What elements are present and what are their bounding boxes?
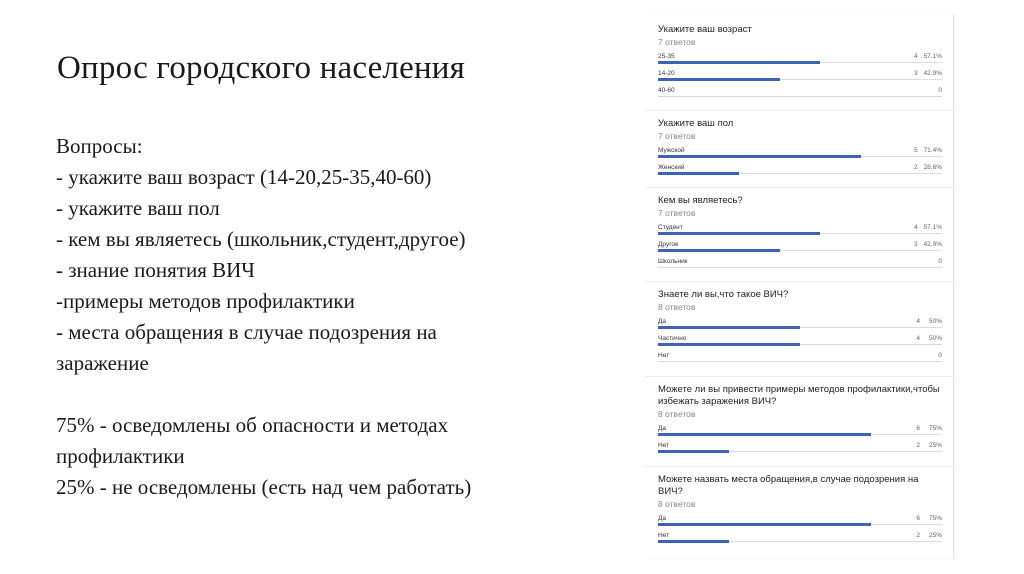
question-title: Можете ли вы привести примеры методов профилактики,чтобы избежать заражения ВИЧ? <box>658 384 940 407</box>
answer-option <box>658 316 942 333</box>
answer-option <box>658 222 942 239</box>
question-line: - места обращения в случае подозрения на <box>56 320 437 344</box>
option-stat <box>916 425 942 432</box>
option-percent: 75% <box>928 425 942 432</box>
answer-count: 8 ответов <box>658 302 696 312</box>
conclusion-line: 75% - осведомлены об опасности и методах <box>56 413 449 437</box>
option-stat <box>916 335 942 342</box>
bar-fill <box>658 540 729 543</box>
survey-question-hiv-knowledge <box>658 289 942 367</box>
option-label: Студент <box>658 224 683 231</box>
bar-fill <box>658 433 871 436</box>
question-line: - знание понятия ВИЧ <box>56 258 255 282</box>
option-count: 6 <box>916 425 920 432</box>
survey-question-help-places <box>658 474 942 547</box>
answer-count: 8 ответов <box>658 409 696 419</box>
option-percent: 28.6% <box>923 164 942 171</box>
option-count: 4 <box>916 318 920 325</box>
question-title: Кем вы являетесь? <box>658 195 743 206</box>
survey-question-age <box>658 24 942 102</box>
option-percent: 42.9% <box>923 241 942 248</box>
answer-option <box>658 513 942 530</box>
option-label: Женский <box>658 164 685 171</box>
questions-header: Вопросы: <box>56 134 143 158</box>
option-count: 2 <box>916 532 920 539</box>
option-label: Да <box>658 318 667 325</box>
bar-fill <box>658 78 780 81</box>
option-percent: 25% <box>928 532 942 539</box>
question-line: - кем вы являетесь (школьник,студент,другое) <box>56 227 466 251</box>
conclusion-line: профилактики <box>56 444 185 468</box>
option-label: Да <box>658 515 667 522</box>
question-line: -примеры методов профилактики <box>56 289 355 313</box>
option-stat <box>914 241 942 248</box>
answer-option <box>658 68 942 85</box>
option-stat <box>920 258 942 265</box>
option-percent: 57.1% <box>923 224 942 231</box>
answer-option <box>658 162 942 179</box>
option-stat <box>914 53 942 60</box>
answer-option <box>658 530 942 547</box>
option-stat <box>916 442 942 449</box>
option-count: 3 <box>913 70 918 77</box>
survey-results-panel[interactable] <box>645 15 954 559</box>
question-line: заражение <box>56 351 149 375</box>
spacer <box>56 379 616 410</box>
question-title: Знаете ли вы,что такое ВИЧ? <box>658 289 789 300</box>
divider <box>645 187 953 188</box>
answer-option <box>658 239 942 256</box>
bar-fill <box>658 232 820 235</box>
answer-count: 7 ответов <box>658 208 696 218</box>
answer-option <box>658 350 942 367</box>
option-count: 3 <box>913 241 918 248</box>
question-title: Укажите ваш пол <box>658 118 734 129</box>
bar-track <box>658 267 942 268</box>
option-label: 25-35 <box>658 53 675 60</box>
slide-title: Опрос городского населения <box>57 50 466 86</box>
option-percent: 0 <box>938 352 942 359</box>
option-label: Нет <box>658 442 670 449</box>
option-count: 2 <box>913 164 918 171</box>
answer-count: 8 ответов <box>658 499 696 509</box>
option-percent: 75% <box>928 515 942 522</box>
question-line: - укажите ваш пол <box>56 196 220 220</box>
bar-fill <box>658 450 729 453</box>
answer-option <box>658 333 942 350</box>
option-percent: 57.1% <box>923 53 942 60</box>
bar-track <box>658 361 942 362</box>
bar-fill <box>658 61 820 64</box>
answer-option <box>658 440 942 457</box>
answer-option <box>658 256 942 273</box>
option-percent: 71.4% <box>923 147 942 154</box>
option-label: Другое <box>658 241 679 248</box>
survey-question-prevention <box>658 384 942 457</box>
conclusion-line: 25% - не осведомлены (есть над чем работать) <box>56 475 472 499</box>
option-stat <box>920 352 942 359</box>
option-percent: 25% <box>928 442 942 449</box>
answer-count: 7 ответов <box>658 131 696 141</box>
option-percent: 0 <box>938 258 942 265</box>
option-count: 2 <box>916 442 920 449</box>
option-label: 14-20 <box>658 70 675 77</box>
divider <box>645 376 953 377</box>
survey-question-status <box>658 195 942 273</box>
survey-question-gender <box>658 118 942 179</box>
divider <box>645 281 953 282</box>
option-count: 4 <box>916 335 920 342</box>
option-stat <box>914 224 942 231</box>
bar-fill <box>658 523 871 526</box>
option-stat <box>914 164 942 171</box>
option-label: 40-60 <box>658 87 675 94</box>
option-percent: 42.9% <box>923 70 942 77</box>
option-count: 6 <box>916 515 920 522</box>
option-percent: 50% <box>928 335 942 342</box>
answer-option <box>658 51 942 68</box>
option-stat <box>916 318 942 325</box>
option-count: 5 <box>913 147 918 154</box>
option-stat <box>914 147 942 154</box>
question-title: Укажите ваш возраст <box>658 24 752 35</box>
option-label: Нет <box>658 352 670 359</box>
bar-fill <box>658 249 780 252</box>
option-label: Мужской <box>658 147 685 154</box>
option-percent: 0 <box>938 87 942 94</box>
bar-fill <box>658 172 739 175</box>
option-label: Нет <box>658 532 670 539</box>
bar-fill <box>658 343 800 346</box>
option-label: Да <box>658 425 667 432</box>
bar-track <box>658 96 942 97</box>
answer-option <box>658 85 942 102</box>
option-stat <box>914 70 942 77</box>
answer-count: 7 ответов <box>658 37 696 47</box>
option-label: Частично <box>658 335 687 342</box>
bar-fill <box>658 326 800 329</box>
answer-option <box>658 145 942 162</box>
divider <box>645 110 953 111</box>
bar-fill <box>658 155 861 158</box>
answer-option <box>658 423 942 440</box>
option-count: 4 <box>913 53 918 60</box>
option-count: 4 <box>913 224 918 231</box>
option-stat <box>920 87 942 94</box>
question-line: - укажите ваш возраст (14-20,25-35,40-60) <box>56 165 432 189</box>
divider <box>645 466 953 467</box>
option-label: Школьник <box>658 258 688 265</box>
option-stat <box>916 515 942 522</box>
question-title: Можете назвать места обращения,в случае подозрения на ВИЧ? <box>658 474 919 497</box>
questions-block <box>56 131 616 503</box>
option-percent: 50% <box>928 318 942 325</box>
option-stat <box>916 532 942 539</box>
